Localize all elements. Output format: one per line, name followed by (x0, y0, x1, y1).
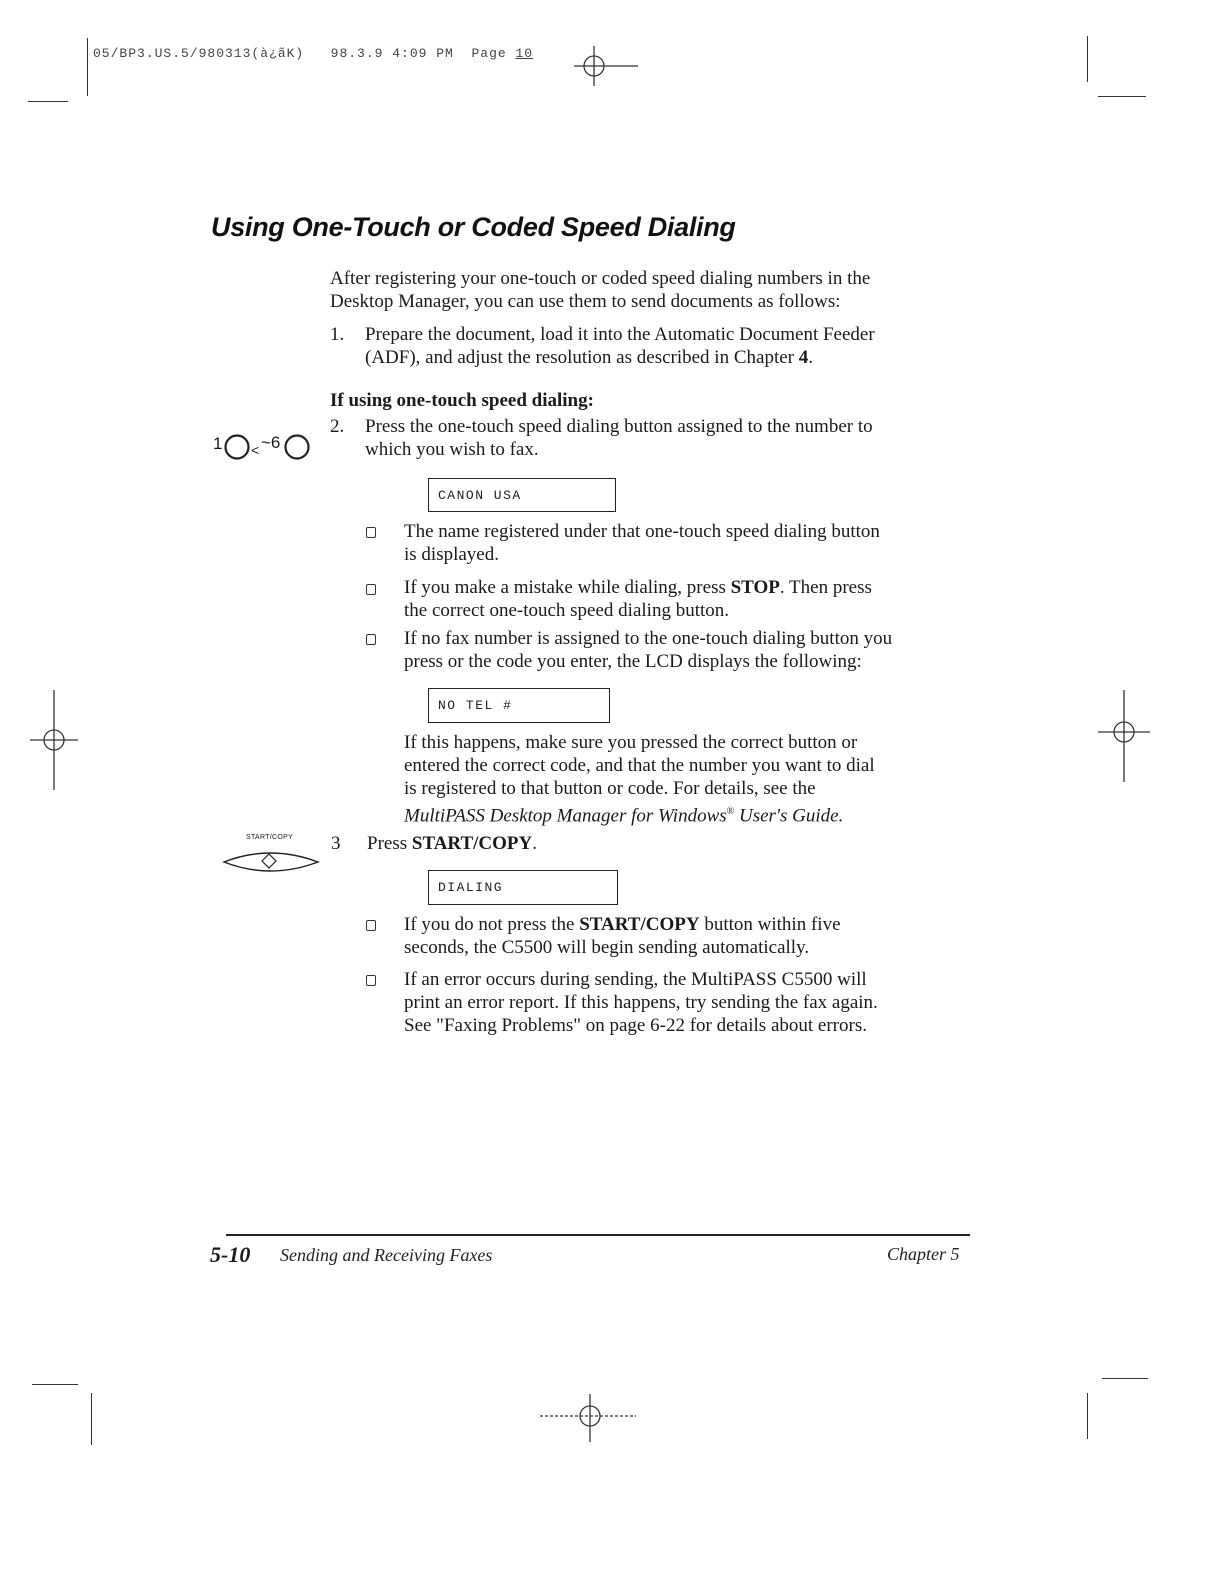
crop-mark (1087, 1393, 1088, 1439)
checkbox-bullet-icon (366, 584, 376, 595)
step-number: 2. (330, 416, 345, 437)
icon-label: 1 (213, 434, 223, 453)
step-line: Prepare the document, load it into the Automatic Document Feeder (365, 324, 875, 345)
slug-file: 05/BP3.US.5/980313(à¿ãK) (93, 46, 305, 61)
lcd-display: CANON USA (428, 478, 616, 512)
crop-mark (32, 1384, 78, 1385)
slug-datetime: 98.3.9 4:09 PM (330, 46, 454, 61)
step-number: 1. (330, 324, 345, 345)
icon-arrow: < (251, 442, 260, 458)
bullet-text: If no fax number is assigned to the one-touch dialing button you press or the code you enter, the LCD displays the following: (404, 628, 893, 672)
start-copy-button-icon (220, 834, 324, 878)
note-paragraph: If this happens, make sure you pressed the correct button or entered the correct code, and that the number you want to dial is registered to that button or code. For details, see the MultiPASS Desktop Manager for Windows® User's Guide. (404, 732, 875, 827)
lcd-display: NO TEL # (428, 688, 610, 723)
slug-page-number: 10 (515, 46, 534, 61)
crop-mark (91, 1393, 92, 1445)
intro-line: Desktop Manager, you can use them to send documents as follows: (330, 291, 841, 312)
checkbox-bullet-icon (366, 975, 376, 986)
checkbox-bullet-icon (366, 527, 376, 538)
bullet-text: If you make a mistake while dialing, press STOP. Then press the correct one-touch speed dialing button. (404, 577, 872, 621)
lcd-display: DIALING (428, 870, 618, 905)
crop-mark (1087, 36, 1088, 82)
footer-chapter: Chapter 5 (887, 1244, 960, 1264)
step-1-text (365, 323, 995, 369)
bullet-text: The name registered under that one-touch speed dialing button is displayed. (404, 521, 880, 565)
footer-page-number: 5-10 (210, 1242, 251, 1267)
registration-mark-icon (1096, 690, 1152, 790)
step-number: 3 (331, 833, 341, 854)
crop-mark (1098, 96, 1146, 97)
crop-mark (87, 38, 88, 96)
crop-mark (1102, 1378, 1148, 1379)
section-title: Using One-Touch or Coded Speed Dialing (211, 212, 736, 242)
subheading-one-touch: If using one-touch speed dialing: (330, 390, 594, 411)
registration-mark-icon (560, 40, 640, 88)
print-slug (93, 46, 533, 61)
crop-mark (28, 101, 68, 102)
registration-mark-icon (26, 690, 82, 790)
step-3-text: Press START/COPY. (367, 833, 538, 854)
bullet-text: If an error occurs during sending, the MultiPASS C5500 will print an error report. If this happens, try sending the fax again. See "Faxing Problems" on page 6-22 for details about errors. (404, 969, 878, 1036)
intro-paragraph (330, 267, 990, 313)
footer-section: Sending and Receiving Faxes (280, 1245, 493, 1265)
checkbox-bullet-icon (366, 634, 376, 645)
step-line: which you wish to fax. (365, 439, 539, 460)
footer-rule (226, 1234, 970, 1236)
slug-page-label: Page (471, 46, 507, 61)
registration-mark-icon (536, 1392, 640, 1444)
step-2-text (365, 415, 995, 461)
one-touch-buttons-icon (213, 430, 328, 464)
checkbox-bullet-icon (366, 920, 376, 931)
bullet-text: If you do not press the START/COPY button within five seconds, the C5500 will begin sending automatically. (404, 914, 841, 958)
intro-line: After registering your one-touch or coded speed dialing numbers in the (330, 268, 871, 289)
icon-label: ~6 (261, 433, 281, 452)
step-line: Press the one-touch speed dialing button assigned to the number to (365, 416, 873, 437)
step-line: (ADF), and adjust the resolution as described in Chapter 4. (365, 347, 813, 368)
icon-label: START/COPY (246, 834, 294, 841)
